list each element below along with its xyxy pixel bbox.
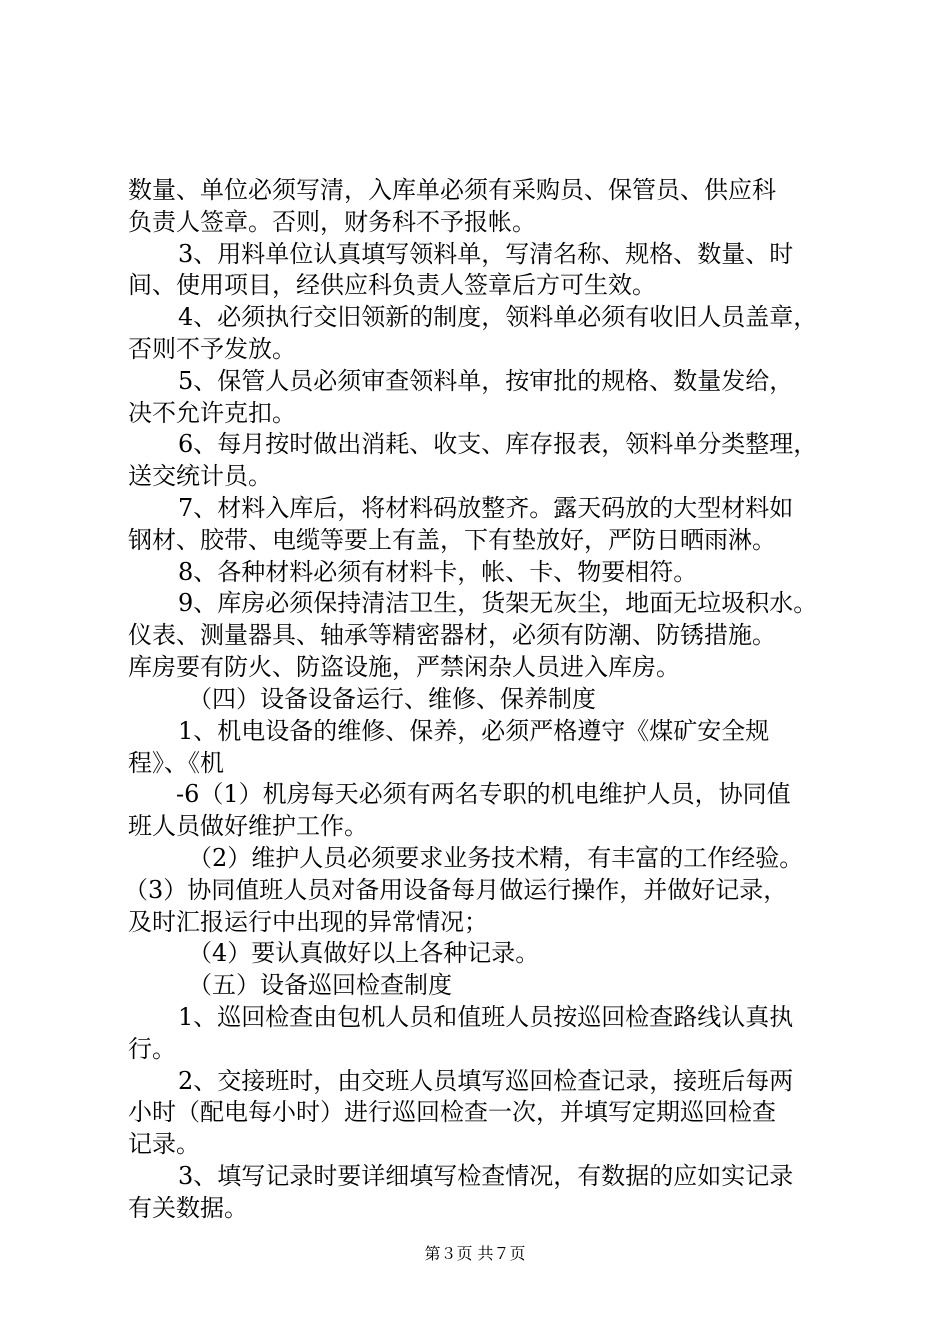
text-line: 6、每月按时做出消耗、收支、库存报表，领料单分类整理，: [178, 430, 818, 459]
text-line: 间、使用项目，经供应科负责人签章后方可生效。: [128, 271, 656, 300]
text-line: （4）要认真做好以上各种记录。: [188, 939, 540, 968]
text-line: 1、巡回检查由包机人员和值班人员按巡回检查路线认真执: [178, 1002, 794, 1031]
text-line: 送交统计员。: [128, 462, 272, 491]
text-line: 有关数据。: [128, 1193, 248, 1222]
text-line: 1、机电设备的维修、保养，必须严格遵守《煤矿安全规: [178, 716, 770, 745]
text-line: 5、保管人员必须审查领料单，按审批的规格、数量发给，: [178, 366, 794, 395]
text-line: （3）协同值班人员对备用设备每月做运行操作，并做好记录，: [124, 875, 788, 904]
text-line: -6（1）机房每天必须有两名专职的机电维护人员，协同值: [176, 780, 791, 809]
text-line: 决不允许克扣。: [128, 398, 296, 427]
text-line: 及时汇报运行中出现的异常情况；: [128, 907, 488, 936]
text-line: 3、填写记录时要详细填写检查情况，有数据的应如实记录: [178, 1161, 794, 1190]
text-line: 3、用料单位认真填写领料单，写清名称、规格、数量、时: [178, 239, 794, 268]
text-line: 钢材、胶带、电缆等要上有盖，下有垫放好，严防日晒雨淋。: [128, 525, 776, 554]
text-line: 数量、单位必须写清，入库单必须有采购员、保管员、供应科: [128, 176, 776, 204]
text-line: 小时（配电每小时）进行巡回检查一次，并填写定期巡回检查: [128, 1098, 776, 1127]
section-heading: （四）设备设备运行、维修、保养制度: [188, 684, 596, 713]
text-line: 库房要有防火、防盗设施，严禁闲杂人员进入库房。: [128, 653, 680, 682]
text-line: （2）维护人员必须要求业务技术精，有丰富的工作经验。: [188, 843, 804, 872]
text-line: 9、库房必须保持清洁卫生，货架无灰尘，地面无垃圾积水。: [178, 589, 818, 618]
text-line: 2、交接班时，由交班人员填写巡回检查记录，接班后每两: [178, 1066, 794, 1095]
text-line: 程》、《机: [128, 748, 224, 777]
text-line: 班人员做好维护工作。: [128, 812, 368, 841]
text-line: 负责人签章。否则，财务科不予报帐。: [128, 207, 536, 236]
page-number-footer: 第３页 共７页: [424, 1244, 526, 1263]
text-line: 否则不予发放。: [128, 335, 296, 364]
text-line: 行。: [128, 1034, 176, 1063]
text-line: 记录。: [128, 1130, 200, 1159]
text-line: 4、必须执行交旧领新的制度，领料单必须有收旧人员盖章，: [178, 303, 818, 332]
section-heading: （五）设备巡回检查制度: [188, 971, 452, 1000]
text-line: 8、各种材料必须有材料卡，帐、卡、物要相符。: [178, 557, 698, 586]
text-line: 7、材料入库后，将材料码放整齐。露天码放的大型材料如: [178, 494, 794, 523]
text-line: 仪表、测量器具、轴承等精密器材，必须有防潮、防锈措施。: [128, 621, 776, 650]
